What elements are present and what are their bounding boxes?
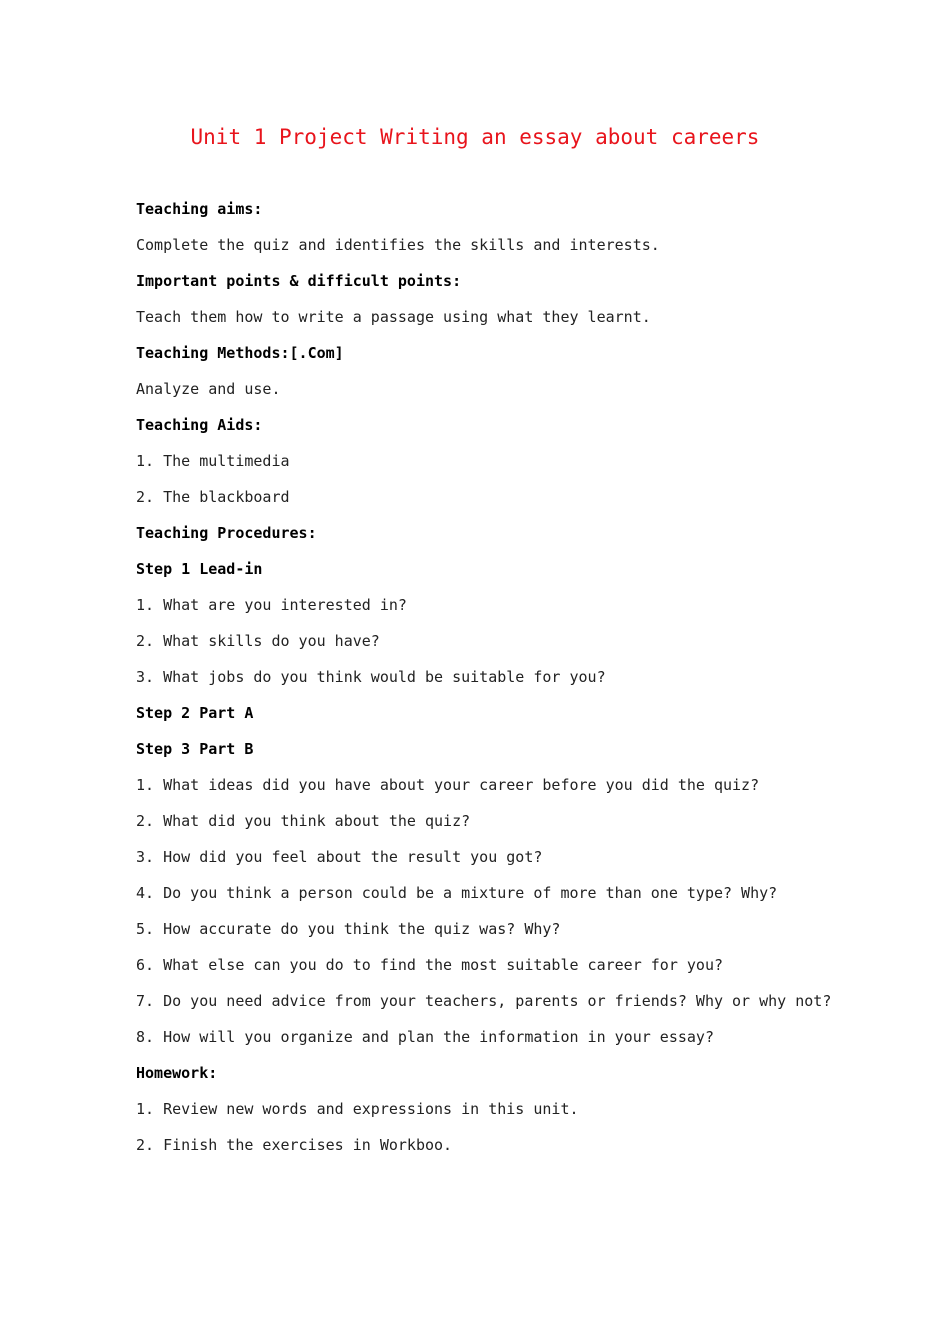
list-item: 5. How accurate do you think the quiz was? Why? (136, 920, 561, 938)
section-heading-important-points: Important points & difficult points: (136, 272, 462, 290)
list-item: 8. How will you organize and plan the information in your essay? (136, 1028, 714, 1046)
section-heading-teaching-aids: Teaching Aids: (136, 416, 263, 434)
list-item: 1. Review new words and expressions in this unit. (136, 1100, 579, 1118)
step-heading-part-a: Step 2 Part A (136, 704, 254, 722)
step-heading-part-b: Step 3 Part B (136, 740, 254, 758)
paragraph: Teach them how to write a passage using what they learnt. (136, 308, 651, 326)
paragraph: Analyze and use. (136, 380, 281, 398)
document-title: Unit 1 Project Writing an essay about careers (190, 125, 760, 149)
list-item: 4. Do you think a person could be a mixture of more than one type? Why? (136, 884, 778, 902)
paragraph: Complete the quiz and identifies the skills and interests. (136, 236, 660, 254)
list-item: 1. The multimedia (136, 452, 290, 470)
section-heading-homework: Homework: (136, 1064, 218, 1082)
list-item: 3. How did you feel about the result you got? (136, 848, 543, 866)
list-item: 1. What ideas did you have about your career before you did the quiz? (136, 776, 760, 794)
document-body (136, 196, 856, 1168)
list-item: 2. Finish the exercises in Workboo. (136, 1136, 453, 1154)
section-heading-teaching-methods: Teaching Methods:[.Com] (136, 344, 344, 362)
list-item: 2. What skills do you have? (136, 632, 380, 650)
list-item: 3. What jobs do you think would be suitable for you? (136, 668, 606, 686)
section-heading-teaching-procedures: Teaching Procedures: (136, 524, 317, 542)
step-heading-lead-in: Step 1 Lead-in (136, 560, 263, 578)
list-item: 1. What are you interested in? (136, 596, 407, 614)
list-item: 6. What else can you do to find the most suitable career for you? (136, 956, 723, 974)
section-heading-teaching-aims: Teaching aims: (136, 200, 263, 218)
list-item: 7. Do you need advice from your teachers, parents or friends? Why or why not? (136, 992, 832, 1010)
list-item: 2. What did you think about the quiz? (136, 812, 471, 830)
list-item: 2. The blackboard (136, 488, 290, 506)
